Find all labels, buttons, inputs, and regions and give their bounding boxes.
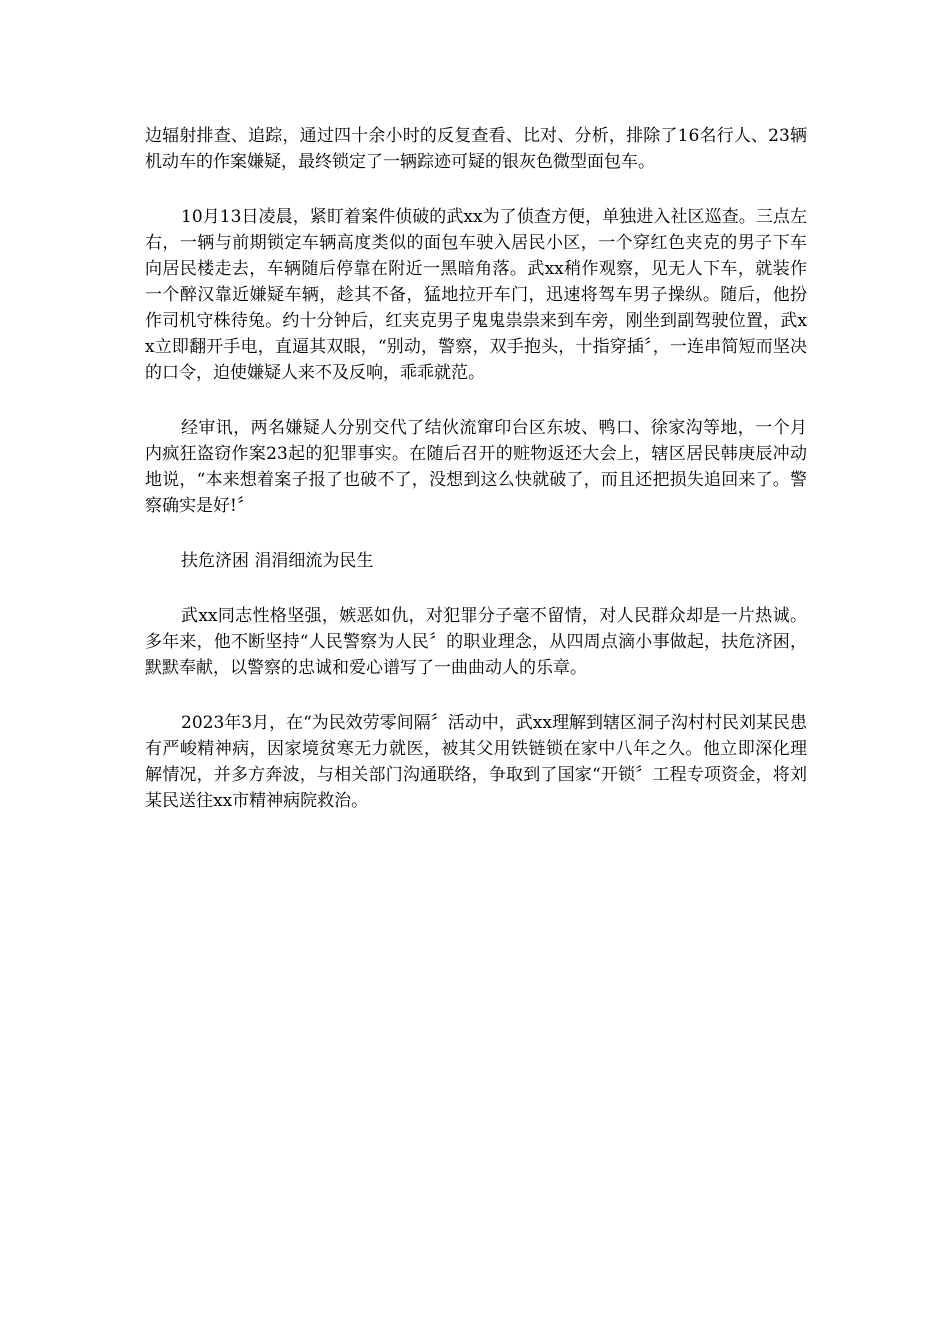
section-heading: 扶危济困 涓涓细流为民生 <box>181 551 374 571</box>
paragraph-continuation: 边辐射排查、追踪，通过四十余小时的反复查看、比对、分析，排除了16名行人、23辆机动车的作案嫌疑，最终锁定了一辆踪迹可疑的银灰色微型面包车。 <box>145 126 807 172</box>
paragraph-character: 武xx同志性格坚强，嫉恶如仇，对犯罪分子毫不留情，对人民群众却是一片热诚。多年来，他不断坚持“人民警察为人民〞的职业理念，从四周点滴小事做起，扶危济困，默默奉献，以警察的忠诚和爱心谱写了一曲曲动人的乐章。 <box>145 606 807 678</box>
document-page <box>145 123 807 843</box>
paragraph-rescue: 2023年3月，在“为民效劳零间隔〞活动中，武xx理解到辖区洞子沟村村民刘某民患有严峻精神病，因家境贫寒无力就医，被其父用铁链锁在家中八年之久。他立即深化理解情况，并多方奔波，与相关部门沟通联络，争取到了国家“开锁〞工程专项资金，将刘某民送往xx市精神病院救治。 <box>145 713 807 811</box>
paragraph-arrest: 10月13日凌晨，紧盯着案件侦破的武xx为了侦查方便，单独进入社区巡查。三点左右，一辆与前期锁定车辆高度类似的面包车驶入居民小区，一个穿红色夹克的男子下车向居民楼走去，车辆随后停靠在附近一黑暗角落。武xx稍作观察，见无人下车，就装作一个醉汉靠近嫌疑车辆，趁其不备，猛地拉开车门，迅速将驾车男子操纵。随后，他扮作司机守株待兔。约十分钟后，红夹克男子鬼鬼祟祟来到车旁，刚坐到副驾驶位置，武xx立即翻开手电，直逼其双眼，“别动，警察，双手抱头，十指穿插〞，一连串简短而坚决的口令，迫使嫌疑人来不及反响，乖乖就范。 <box>145 207 807 383</box>
paragraph-interrogation: 经审讯，两名嫌疑人分别交代了结伙流窜印台区东坡、鸭口、徐家沟等地，一个月内疯狂盗窃作案23起的犯罪事实。在随后召开的赃物返还大会上，辖区居民韩庚辰冲动地说，“本来想着案子报了也破不了，没想到这么快就破了，而且还把损失追回来了。警察确实是好!〞 <box>145 418 807 516</box>
